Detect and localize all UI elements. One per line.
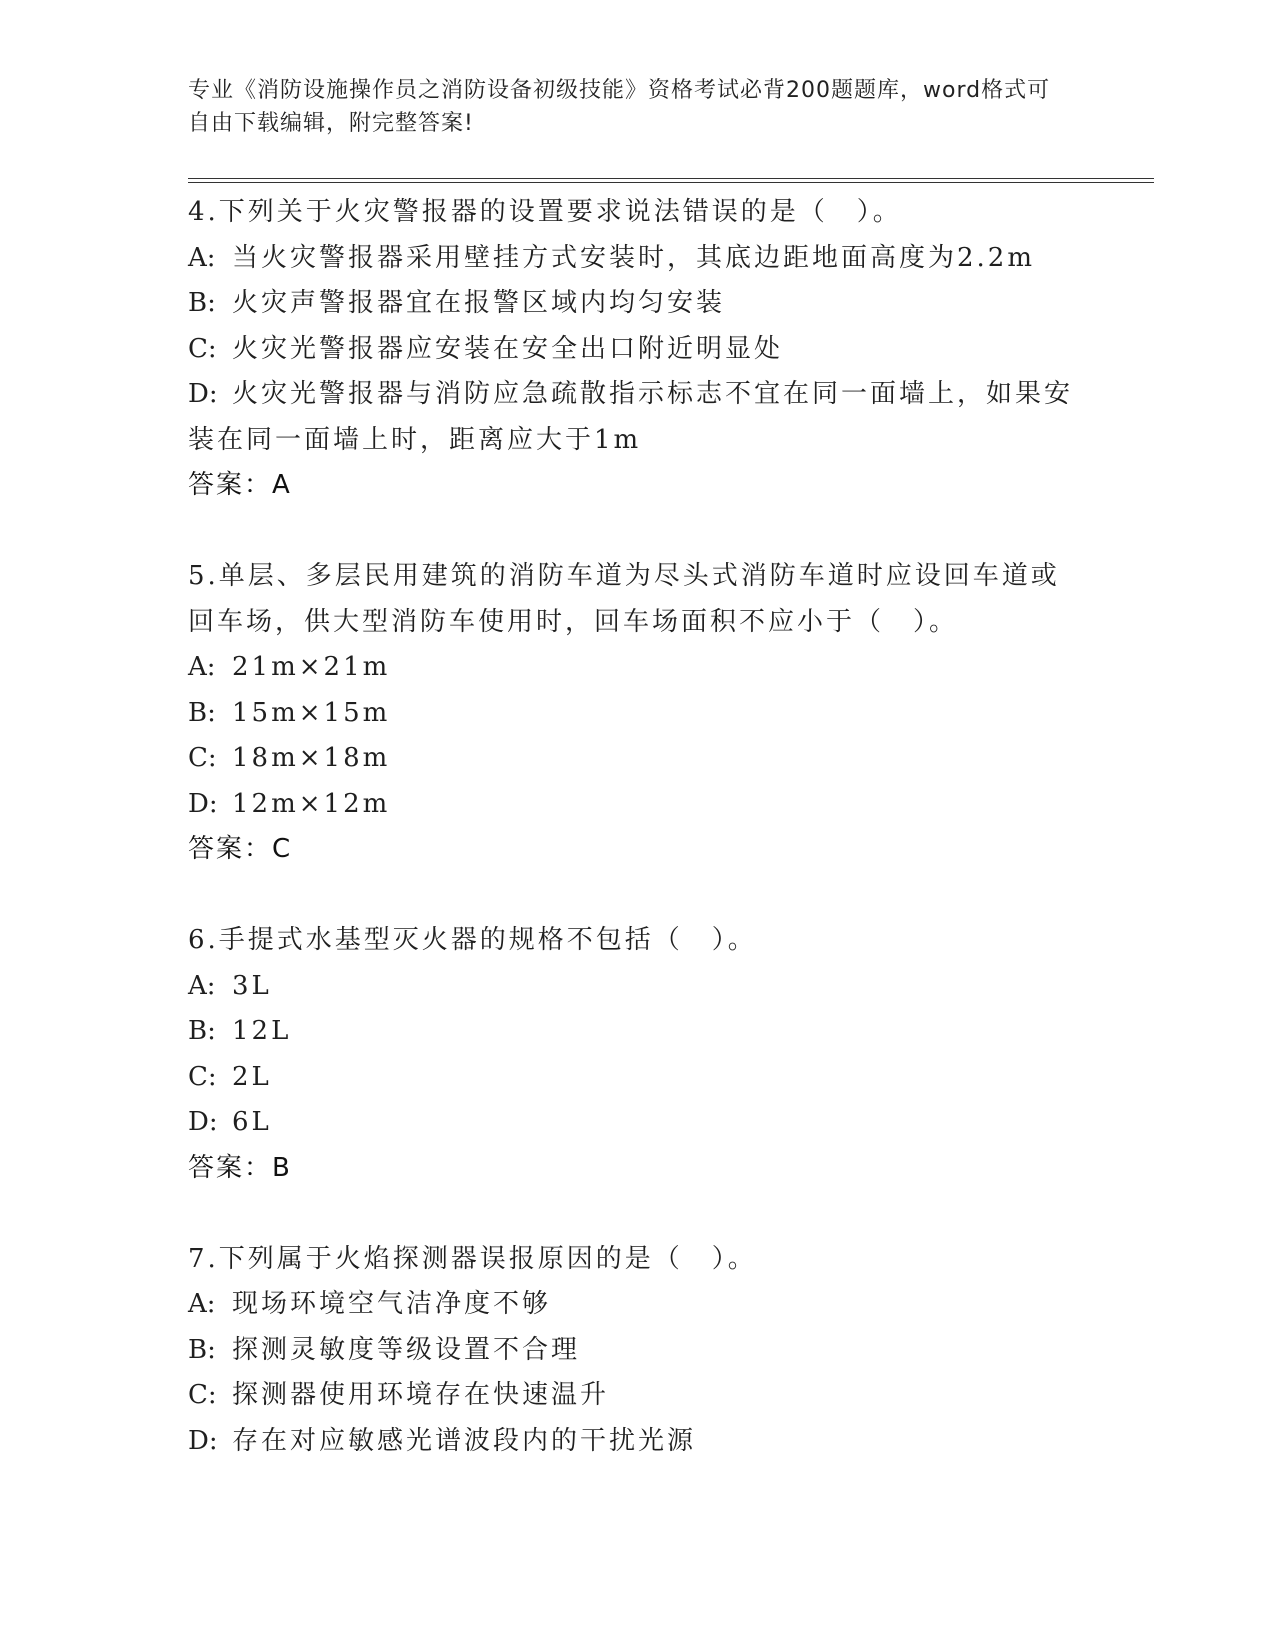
option-letter: D: (188, 1107, 218, 1137)
question-stem: 6.手提式水基型灭火器的规格不包括（ ）。 (188, 925, 757, 955)
answer-line: 答案：B (188, 1152, 292, 1183)
option-c (188, 1055, 1088, 1101)
option-b (188, 691, 1088, 737)
option-letter: C: (188, 743, 217, 773)
document-header: 专业《消防设施操作员之消防设备初级技能》资格考试必背200题题库，word格式可自由下载编辑，附完整答案! (188, 78, 1051, 136)
option-letter: A: (188, 242, 216, 273)
option-a (188, 645, 1088, 691)
question-7 (188, 1237, 1088, 1465)
option-letter: A: (188, 652, 216, 682)
header-divider-bottom (188, 182, 1154, 183)
question-stem: 4.下列关于火灾警报器的设置要求说法错误的是（ ）。 (188, 197, 902, 227)
option-text: 18m×18m (232, 743, 391, 773)
answer-line: 答案：A (188, 470, 292, 500)
question-4 (188, 190, 1088, 509)
option-text: 探测器使用环境存在快速温升 (232, 1380, 610, 1410)
option-text: 火灾光警报器应安装在安全出口附近明显处 (232, 333, 784, 364)
option-letter: C: (188, 1380, 217, 1410)
option-d (188, 782, 1088, 828)
option-letter: B: (188, 697, 216, 728)
option-text: 3L (232, 970, 272, 1001)
option-a (188, 964, 1088, 1010)
option-b (188, 1328, 1088, 1374)
option-letter: D: (188, 1425, 218, 1456)
question-5 (188, 554, 1088, 873)
option-b (188, 281, 1088, 327)
option-letter: A: (188, 1289, 216, 1319)
option-text: 火灾光警报器与消防应急疏散指示标志不宜在同一面墙上，如果安装在同一面墙上时，距离应大于1m (188, 379, 1074, 455)
option-a (188, 1282, 1088, 1328)
option-text: 15m×15m (232, 697, 391, 728)
option-letter: B: (188, 1334, 216, 1365)
option-text: 存在对应敏感光谱波段内的干扰光源 (232, 1425, 697, 1456)
option-letter: B: (188, 1016, 216, 1046)
question-6 (188, 918, 1088, 1191)
option-c (188, 327, 1088, 373)
option-letter: D: (188, 379, 218, 409)
option-a (188, 236, 1088, 282)
option-b (188, 1009, 1088, 1055)
option-text: 火灾声警报器宜在报警区域内均匀安装 (232, 288, 726, 318)
option-c (188, 1373, 1088, 1419)
question-stem: 7.下列属于火焰探测器误报原因的是（ ）。 (188, 1243, 757, 1274)
option-text: 12m×12m (232, 788, 391, 819)
answer-line: 答案：C (188, 834, 293, 864)
option-text: 2L (232, 1061, 272, 1092)
question-list (188, 190, 1088, 1510)
question-stem: 5.单层、多层民用建筑的消防车道为尽头式消防车道时应设回车道或回车场，供大型消防车使用时，回车场面积不应小于（ ）。 (188, 561, 1060, 637)
option-d (188, 1100, 1088, 1146)
option-letter: A: (188, 970, 216, 1001)
option-letter: D: (188, 788, 218, 819)
option-text: 当火灾警报器采用壁挂方式安装时，其底边距地面高度为2.2m (232, 242, 1036, 273)
option-d (188, 1419, 1088, 1465)
option-text: 21m×21m (232, 652, 391, 682)
option-letter: B: (188, 288, 216, 318)
option-letter: C: (188, 333, 217, 364)
option-d (188, 372, 1088, 463)
option-letter: C: (188, 1061, 217, 1092)
option-text: 12L (232, 1016, 292, 1046)
option-text: 6L (232, 1107, 272, 1137)
option-text: 现场环境空气洁净度不够 (232, 1289, 552, 1319)
option-text: 探测灵敏度等级设置不合理 (232, 1334, 581, 1365)
header-divider-top (188, 178, 1154, 179)
option-c (188, 736, 1088, 782)
